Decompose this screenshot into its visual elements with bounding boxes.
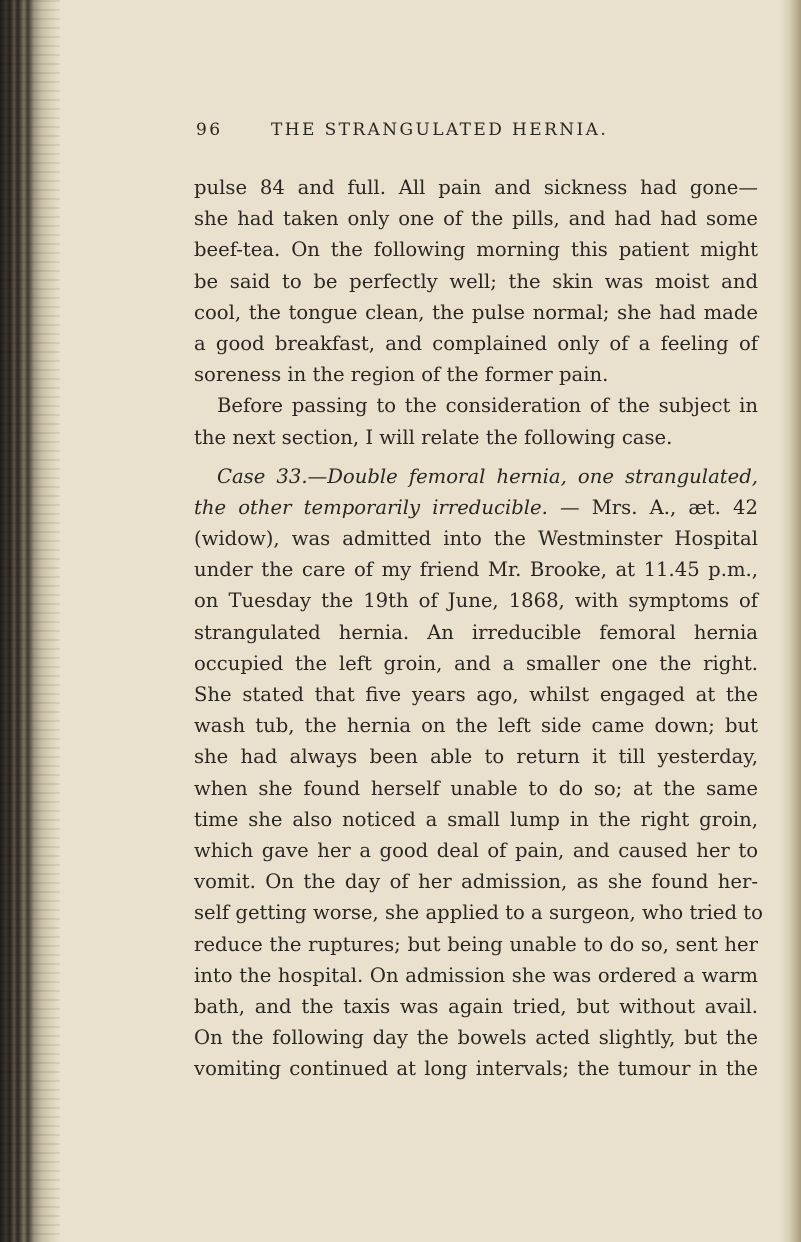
text-line: occupied the left groin, and a smaller one the right. (194, 651, 758, 675)
text-line: the next section, I will relate the following case. (194, 425, 673, 449)
paragraph-1 (194, 172, 758, 390)
text-line: beef-tea. On the following morning this patient might (194, 238, 758, 262)
text-line: soreness in the region of the former pain. (194, 363, 609, 387)
case-patient-intro: — Mrs. A., æt. 42 (547, 495, 758, 519)
case-heading-line (194, 461, 758, 492)
text-line: Before passing to the consideration of the subject in (217, 394, 758, 418)
text-line: bath, and the taxis was again tried, but without avail. (194, 994, 758, 1018)
case-title-part-2: the other temporarily irreducible. (194, 495, 548, 519)
text-line: vomiting continued at long intervals; the tumour in the (194, 1057, 758, 1081)
case-heading-line-2 (194, 492, 758, 523)
text-line: into the hospital. On admission she was ordered a warm (194, 963, 758, 987)
text-line: pulse 84 and full. All pain and sickness had gone— (194, 176, 758, 199)
text-line: wash tub, the hernia on the left side came down; but (194, 714, 758, 738)
text-line: be said to be perfectly well; the skin was moist and (194, 269, 758, 293)
text-line: On the following day the bowels acted slightly, but the (194, 1026, 758, 1050)
text-line: reduce the ruptures; but being unable to do so, sent her (194, 932, 758, 956)
text-line: which gave her a good deal of pain, and caused her to (194, 838, 758, 862)
text-line: self getting worse, she applied to a surgeon, who tried to (194, 901, 763, 925)
case-paragraph (194, 461, 763, 1085)
paragraph-spacing (194, 453, 758, 461)
page-number: 96 (196, 120, 223, 140)
text-line: time she also noticed a small lump in the right groin, (194, 807, 758, 831)
text-line: she had taken only one of the pills, and had had some (194, 207, 758, 231)
text-line: on Tuesday the 19th of June, 1868, with symptoms of (194, 589, 758, 613)
text-line: vomit. On the day of her admission, as she found her- (194, 870, 758, 894)
running-title: THE STRANGULATED HERNIA. (271, 120, 609, 140)
text-line: cool, the tongue clean, the pulse normal; she had made (194, 300, 758, 324)
body-text (194, 172, 763, 1084)
text-line: she had always been able to return it till yesterday, (194, 745, 758, 769)
case-label: Case 33. (217, 464, 308, 488)
text-line: (widow), was admitted into the Westminster Hospital (194, 527, 758, 551)
case-title-part-1: —Double femoral hernia, one strangulated, (307, 464, 758, 488)
text-line: strangulated hernia. An irreducible femoral hernia (194, 620, 758, 644)
text-line: under the care of my friend Mr. Brooke, at 11.45 p.m., (194, 558, 758, 582)
text-line: a good breakfast, and complained only of a feeling of (194, 331, 758, 355)
text-line: when she found herself unable to do so; at the same (194, 776, 758, 800)
text-line: She stated that five years ago, whilst engaged at the (194, 683, 758, 706)
paragraph-2 (194, 390, 758, 452)
